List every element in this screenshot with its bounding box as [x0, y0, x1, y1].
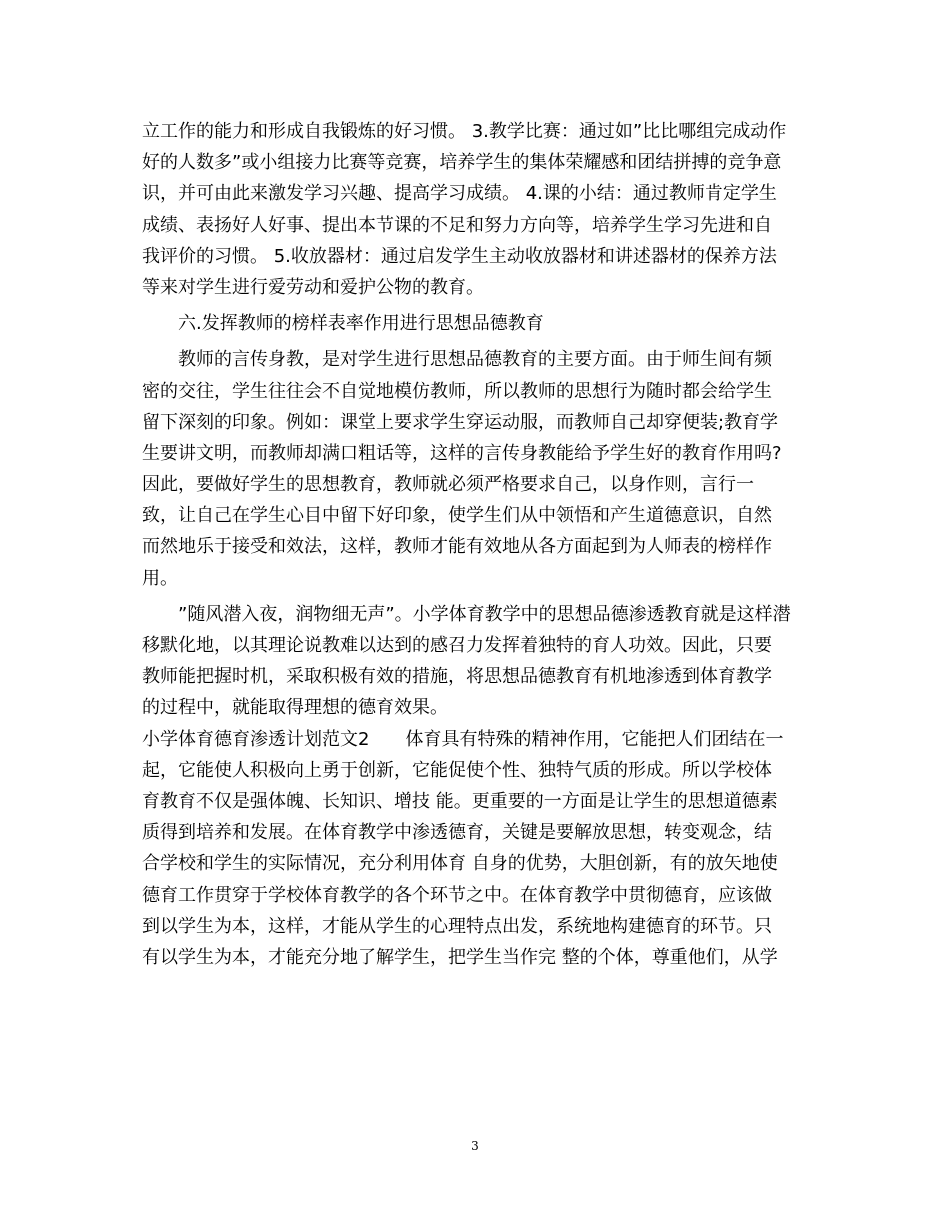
text-line: 德育工作贯穿于学校体育教学的各个环节之中。在体育教学中贯彻德育，应该做 — [142, 884, 772, 906]
text-line: 成绩、表扬好人好事、提出本节课的不足和努力方向等，培养学生学习先进和自 — [142, 214, 772, 236]
text-line: 到以学生为本，这样，才能从学生的心理特点出发，系统地构建德育的环节。只 — [142, 915, 772, 937]
paragraph-first-line: ”随风潜入夜，润物细无声”。小学体育教学中的思想品德渗透教育就是这样潜 — [178, 603, 791, 625]
text-line: 起，它能使人积极向上勇于创新，它能促使个性、独特气质的形成。所以学校体 — [142, 759, 772, 781]
paragraph-first-line: 教师的言传身教，是对学生进行思想品德教育的主要方面。由于师生间有频 — [178, 349, 772, 371]
text-line: 好的人数多”或小组接力比赛等竞赛，培养学生的集体荣耀感和团结拼搏的竞争意 — [142, 152, 782, 174]
text-line: 识，并可由此来激发学习兴趣、提高学习成绩。 4.课的小结：通过教师肯定学生 — [142, 183, 777, 205]
page-number: 3 — [471, 1139, 479, 1153]
text-line: 合学校和学生的实际情况，充分利用体育 自身的优势，大胆创新，有的放矢地使 — [142, 853, 778, 875]
text-line: 教师能把握时机，采取积极有效的措施，将思想品德教育有机地渗透到体育教学 — [142, 666, 772, 688]
text-line: 致，让自己在学生心目中留下好印象，使学生们从中领悟和产生道德意识，自然 — [142, 505, 772, 527]
section-heading: 六.发挥教师的榜样表率作用进行思想品德教育 — [178, 313, 544, 335]
text-line: 留下深刻的印象。例如：课堂上要求学生穿运动服，而教师自己却穿便装;教育学 — [142, 411, 779, 433]
text-line: 因此，要做好学生的思想教育，教师就必须严格要求自己，以身作则，言行一 — [142, 474, 754, 496]
text-line: 的过程中，就能取得理想的德育效果。 — [142, 697, 448, 719]
text-line: 育教育不仅是强体魄、长知识、增技 能。更重要的一方面是让学生的思想道德素 — [142, 790, 778, 812]
text-line: 生要讲文明，而教师却满口粗话等，这样的言传身教能给予学生好的教育作用吗? — [142, 442, 782, 464]
text-line: 等来对学生进行爱劳动和爱护公物的教育。 — [142, 276, 484, 298]
text-line: 而然地乐于接受和效法，这样，教师才能有效地从各方面起到为人师表的榜样作 — [142, 536, 772, 558]
text-line: 有以学生为本，才能充分地了解学生，把学生当作完 整的个体，尊重他们，从学 — [142, 946, 778, 968]
text-line: 我评价的习惯。 5.收放器材：通过启发学生主动收放器材和讲述器材的保养方法 — [142, 245, 777, 267]
text-line: 移默化地，以其理论说教难以达到的感召力发挥着独特的育人功效。因此，只要 — [142, 635, 772, 656]
document-body — [142, 116, 812, 973]
text-line: 立工作的能力和形成自我锻炼的好习惯。 3.教学比赛：通过如”比比哪组完成动作 — [142, 121, 787, 142]
text-line: 质得到培养和发展。在体育教学中渗透德育，关键是要解放思想，转变观念，结 — [142, 822, 772, 844]
text-line: 用。 — [142, 567, 178, 589]
article-title-line: 小学体育德育渗透计划范文2 体育具有特殊的精神作用，它能把人们团结在一 — [142, 728, 784, 750]
text-line: 密的交往，学生往往会不自觉地模仿教师，所以教师的思想行为随时都会给学生 — [142, 380, 772, 402]
